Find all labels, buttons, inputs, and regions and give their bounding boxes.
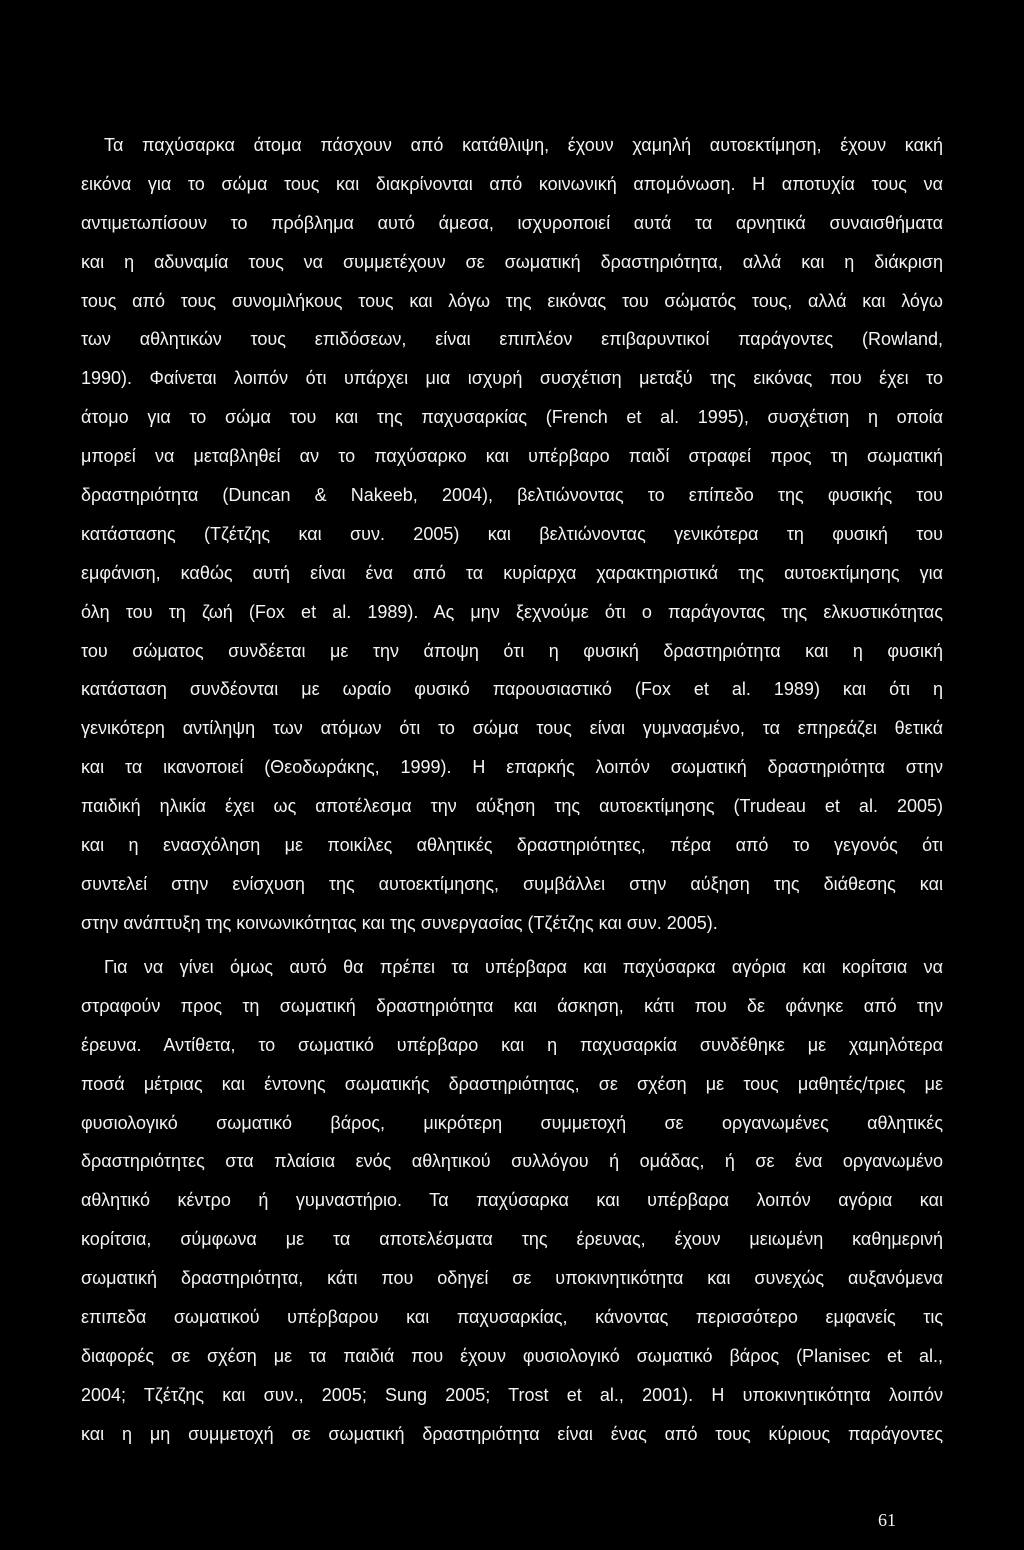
text-line: Τα παχύσαρκα άτομα πάσχουν από κατάθλιψη, έχουν χαμηλή αυτοεκτίμηση, έχουν κακή	[104, 135, 943, 155]
text-line: ποσά μέτριας και έντονης σωματικής δραστηριότητας, σε σχέση με τους μαθητές/τριες με	[81, 1073, 943, 1094]
text-line: Για να γίνει όμως αυτό θα πρέπει τα υπέρβαρα και παχύσαρκα αγόρια και κορίτσια να	[104, 957, 943, 977]
text-line: φυσιολογικό σωματικό βάρος, μικρότερη συμμετοχή σε οργανωμένες αθλητικές	[81, 1112, 943, 1133]
text-line: και η ενασχόληση με ποικίλες αθλητικές δραστηριότητες, πέρα από το γεγονός ότι	[81, 835, 943, 856]
text-line: άτομο για το σώμα του και της παχυσαρκίας (French et al. 1995), συσχέτιση η οποία	[81, 407, 943, 428]
text-line: και τα ικανοποιεί (Θεοδωράκης, 1999). Η επαρκής λοιπόν σωματική δραστηριότητα στην	[81, 757, 943, 778]
text-line: κορίτσια, σύμφωνα με τα αποτελέσματα της έρευνας, έχουν μειωμένη καθημερινή	[81, 1229, 943, 1250]
text-line: 2004; Τζέτζης και συν., 2005; Sung 2005; Trost et al., 2001). Η υποκινητικότητα λοιπόν	[81, 1384, 943, 1405]
text-line: τους από τους συνομιλήκους τους και λόγω της εικόνας του σώματός τους, αλλά και λόγω	[81, 290, 943, 311]
text-line: κατάσταση συνδέονται με ωραίο φυσικό παρουσιαστικό (Fox et al. 1989) και ότι η	[81, 679, 943, 700]
text-line: εμφάνιση, καθώς αυτή είναι ένα από τα κυρίαρχα χαρακτηριστικά της αυτοεκτίμησης για	[81, 562, 943, 583]
text-line: στραφούν προς τη σωματική δραστηριότητα και άσκηση, κάτι που δε φάνηκε από την	[81, 995, 943, 1016]
text-line: δραστηριότητες στα πλαίσια ενός αθλητικού συλλόγου ή ομάδας, ή σε ένα οργανωμένο	[81, 1151, 943, 1172]
text-line: συντελεί στην ενίσχυση της αυτοεκτίμησης, συμβάλλει στην αύξηση της διάθεσης και	[81, 873, 943, 894]
text-line: και η αδυναμία τους να συμμετέχουν σε σωματική δραστηριότητα, αλλά και η διάκριση	[81, 251, 943, 272]
text-line: 1990). Φαίνεται λοιπόν ότι υπάρχει μια ισχυρή συσχέτιση μεταξύ της εικόνας που έχει το	[81, 368, 943, 389]
text-line: παιδική ηλικία έχει ως αποτέλεσμα την αύξηση της αυτοεκτίμησης (Trudeau et al. 2005)	[81, 796, 943, 817]
text-line: και η μη συμμετοχή σε σωματική δραστηριότητα είναι ένας από τους κύριους παράγοντες	[81, 1423, 943, 1444]
text-line: διαφορές σε σχέση με τα παιδιά που έχουν φυσιολογικό σωματικό βάρος (Planisec et al.,	[81, 1345, 943, 1366]
text-line: αθλητικό κέντρο ή γυμναστήριο. Τα παχύσαρκα και υπέρβαρα λοιπόν αγόρια και	[81, 1190, 943, 1211]
text-line: κατάστασης (Τζέτζης και συν. 2005) και βελτιώνοντας γενικότερα τη φυσική του	[81, 523, 943, 544]
page-number: 61	[878, 1510, 896, 1530]
text-line: του σώματος συνδέεται με την άποψη ότι η φυσική δραστηριότητα και η φυσική	[81, 640, 943, 661]
text-line: έρευνα. Αντίθετα, το σωματικό υπέρβαρο και η παχυσαρκία συνδέθηκε με χαμηλότερα	[81, 1034, 943, 1055]
text-line: αντιμετωπίσουν το πρόβλημα αυτό άμεσα, ισχυροποιεί αυτά τα αρνητικά συναισθήματα	[81, 212, 943, 233]
paragraph-1	[81, 126, 943, 943]
text-line: γενικότερη αντίληψη των ατόμων ότι το σώμα τους είναι γυμνασμένο, τα επηρεάζει θετικά	[81, 718, 943, 739]
text-line: εικόνα για το σώμα τους και διακρίνονται από κοινωνική απομόνωση. Η αποτυχία τους να	[81, 173, 943, 194]
text-line: όλη του τη ζωή (Fox et al. 1989). Ας μην ξεχνούμε ότι ο παράγοντας της ελκυστικότητας	[81, 601, 943, 622]
text-line: των αθλητικών τους επιδόσεων, είναι επιπλέον επιβαρυντικοί παράγοντες (Rowland,	[81, 329, 943, 350]
text-line: δραστηριότητα (Duncan & Nakeeb, 2004), βελτιώνοντας το επίπεδο της φυσικής του	[81, 485, 943, 506]
text-line: στην ανάπτυξη της κοινωνικότητας και της συνεργασίας (Τζέτζης και συν. 2005).	[81, 912, 718, 933]
text-line: επιπεδα σωματικού υπέρβαρου και παχυσαρκίας, κάνοντας περισσότερο εμφανείς τις	[81, 1307, 943, 1328]
text-line: σωματική δραστηριότητα, κάτι που οδηγεί σε υποκινητικότητα και συνεχώς αυξανόμενα	[81, 1268, 943, 1289]
paragraph-2	[81, 948, 943, 1454]
text-line: μπορεί να μεταβληθεί αν το παχύσαρκο και υπέρβαρο παιδί στραφεί προς τη σωματική	[81, 446, 943, 467]
